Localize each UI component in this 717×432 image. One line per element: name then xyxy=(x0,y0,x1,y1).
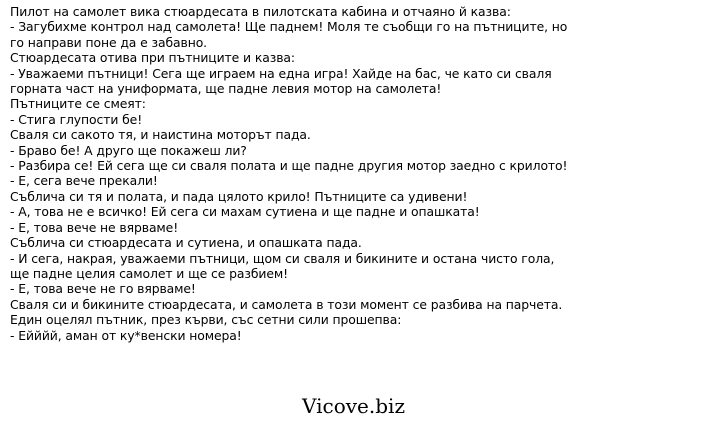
joke-line: - Уважаеми пътници! Сега ще играем на една игра! Хайде на бас, че като си сваля xyxy=(10,65,552,81)
site-watermark: Vicove.biz xyxy=(302,394,405,418)
joke-line: Един оцелял пътник, през кърви, със сетни сили прошепва: xyxy=(10,312,402,328)
joke-line: Сваля си сакото тя, и наистина моторът пада. xyxy=(10,127,311,143)
joke-line: - Ейййй, аман от ку*венски номера! xyxy=(10,327,242,343)
joke-line: Съблича си стюардесата и сутиена, и опашката пада. xyxy=(10,235,362,251)
joke-line: - И сега, накрая, уважаеми пътници, щом си сваля и бикините и остана чисто гола, xyxy=(10,250,555,266)
joke-line: - Е, това вече не го вярваме! xyxy=(10,281,196,297)
joke-line: ще падне целия самолет и ще се разбием! xyxy=(10,265,288,281)
joke-line: - Браво бе! А друго ще покажеш ли? xyxy=(10,142,247,158)
joke-line: Съблича си тя и полата, и пада цялото крило! Пътниците са удивени! xyxy=(10,188,468,204)
joke-line: Сваля си и бикините стюардесата, и самолета в този момент се разбива на парчета. xyxy=(10,296,563,312)
joke-line: - Стига глупости бе! xyxy=(10,111,143,127)
joke-line: Пътниците се смеят: xyxy=(10,96,146,112)
joke-line: - Разбира се! Ей сега ще си сваля полата и ще падне другия мотор заедно с крилото! xyxy=(10,158,568,174)
joke-line: Пилот на самолет вика стюардесата в пилотската кабина и отчаяно й казва: xyxy=(10,4,511,19)
joke-line: - А, това не е всичко! Ей сега си махам сутиена и ще падне и опашката! xyxy=(10,204,480,220)
joke-line: Стюардесата отива при пътниците и казва: xyxy=(10,50,295,66)
joke-line: горната част на униформата, ще падне левия мотор на самолета! xyxy=(10,81,442,97)
joke-line: - Е, това вече не вярваме! xyxy=(10,219,179,235)
joke-line: - Е, сега вече прекали! xyxy=(10,173,158,189)
joke-line: - Загубихме контрол над самолета! Ще паднем! Моля те съобщи го на пътниците, но xyxy=(10,19,568,35)
joke-text xyxy=(10,4,710,343)
joke-line: го направи поне да е забавно. xyxy=(10,34,208,50)
